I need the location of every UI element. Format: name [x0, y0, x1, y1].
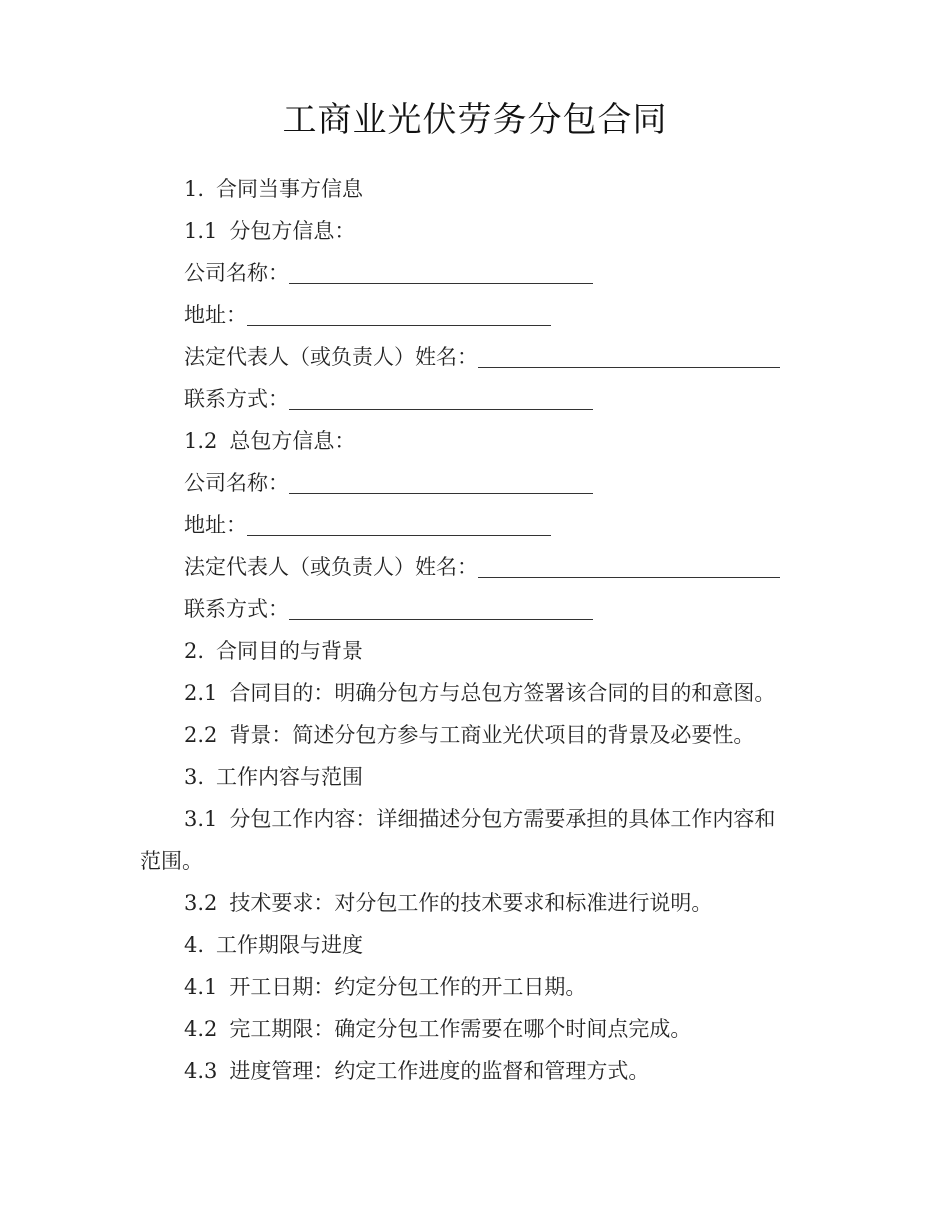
- subsection-heading-1-1: [140, 210, 810, 252]
- field-label: 法定代表人（或负责人）姓名：: [184, 345, 478, 369]
- section-title: 分包方信息：: [229, 219, 356, 243]
- clause-text: 开工日期：约定分包工作的开工日期。: [229, 975, 587, 999]
- clause-text: 分包工作内容：详细描述分包方需要承担的具体工作内容和: [229, 807, 776, 831]
- clause-2-1: [140, 672, 810, 714]
- section-number: 3.2: [184, 891, 218, 915]
- address-blank: [247, 509, 551, 536]
- section-number: 2.2: [184, 723, 218, 747]
- legal-rep-blank: [478, 551, 780, 578]
- clause-4-3: [140, 1050, 810, 1092]
- section-title: 工作内容与范围: [216, 765, 364, 789]
- clause-text: 技术要求：对分包工作的技术要求和标准进行说明。: [229, 891, 713, 915]
- section-number: 2.1: [184, 681, 218, 705]
- section-number: 1.1: [184, 219, 218, 243]
- section-title: 合同当事方信息: [216, 177, 364, 201]
- subcontractor-contact-field: [140, 378, 810, 420]
- section-title: 总包方信息：: [229, 429, 356, 453]
- field-label: 联系方式：: [184, 387, 289, 411]
- field-label: 联系方式：: [184, 597, 289, 621]
- clause-text: 范围。: [140, 849, 203, 873]
- section-number: 4.2: [184, 1017, 218, 1041]
- field-label: 公司名称：: [184, 471, 289, 495]
- clause-text: 背景：简述分包方参与工商业光伏项目的背景及必要性。: [229, 723, 755, 747]
- section-heading-1: [140, 168, 810, 210]
- contact-blank: [289, 383, 593, 410]
- clause-4-2: [140, 1008, 810, 1050]
- clause-text: 完工期限：确定分包工作需要在哪个时间点完成。: [229, 1017, 692, 1041]
- legal-rep-blank: [478, 341, 780, 368]
- company-name-blank: [289, 257, 593, 284]
- section-title: 工作期限与进度: [216, 933, 364, 957]
- section-number: 2.: [184, 639, 205, 663]
- contractor-address-field: [140, 504, 810, 546]
- section-heading-2: [140, 630, 810, 672]
- field-label: 地址：: [184, 303, 247, 327]
- section-number: 4.1: [184, 975, 218, 999]
- clause-3-1-continuation: [140, 840, 810, 882]
- contractor-contact-field: [140, 588, 810, 630]
- section-number: 3.1: [184, 807, 218, 831]
- section-number: 1.: [184, 177, 205, 201]
- company-name-blank: [289, 467, 593, 494]
- section-number: 4.: [184, 933, 205, 957]
- clause-3-2: [140, 882, 810, 924]
- section-number: 4.3: [184, 1059, 218, 1083]
- field-label: 地址：: [184, 513, 247, 537]
- contractor-company-name-field: [140, 462, 810, 504]
- subcontractor-legal-rep-field: [140, 336, 810, 378]
- document-body: [140, 168, 810, 1092]
- contractor-legal-rep-field: [140, 546, 810, 588]
- clause-text: 合同目的：明确分包方与总包方签署该合同的目的和意图。: [229, 681, 776, 705]
- clause-2-2: [140, 714, 810, 756]
- subcontractor-address-field: [140, 294, 810, 336]
- clause-4-1: [140, 966, 810, 1008]
- section-title: 合同目的与背景: [216, 639, 364, 663]
- subcontractor-company-name-field: [140, 252, 810, 294]
- section-number: 1.2: [184, 429, 218, 453]
- address-blank: [247, 299, 551, 326]
- section-heading-4: [140, 924, 810, 966]
- field-label: 法定代表人（或负责人）姓名：: [184, 555, 478, 579]
- clause-text: 进度管理：约定工作进度的监督和管理方式。: [229, 1059, 650, 1083]
- document-title: 工商业光伏劳务分包合同: [282, 100, 668, 140]
- clause-3-1: [140, 798, 810, 840]
- section-number: 3.: [184, 765, 205, 789]
- subsection-heading-1-2: [140, 420, 810, 462]
- field-label: 公司名称：: [184, 261, 289, 285]
- contact-blank: [289, 593, 593, 620]
- section-heading-3: [140, 756, 810, 798]
